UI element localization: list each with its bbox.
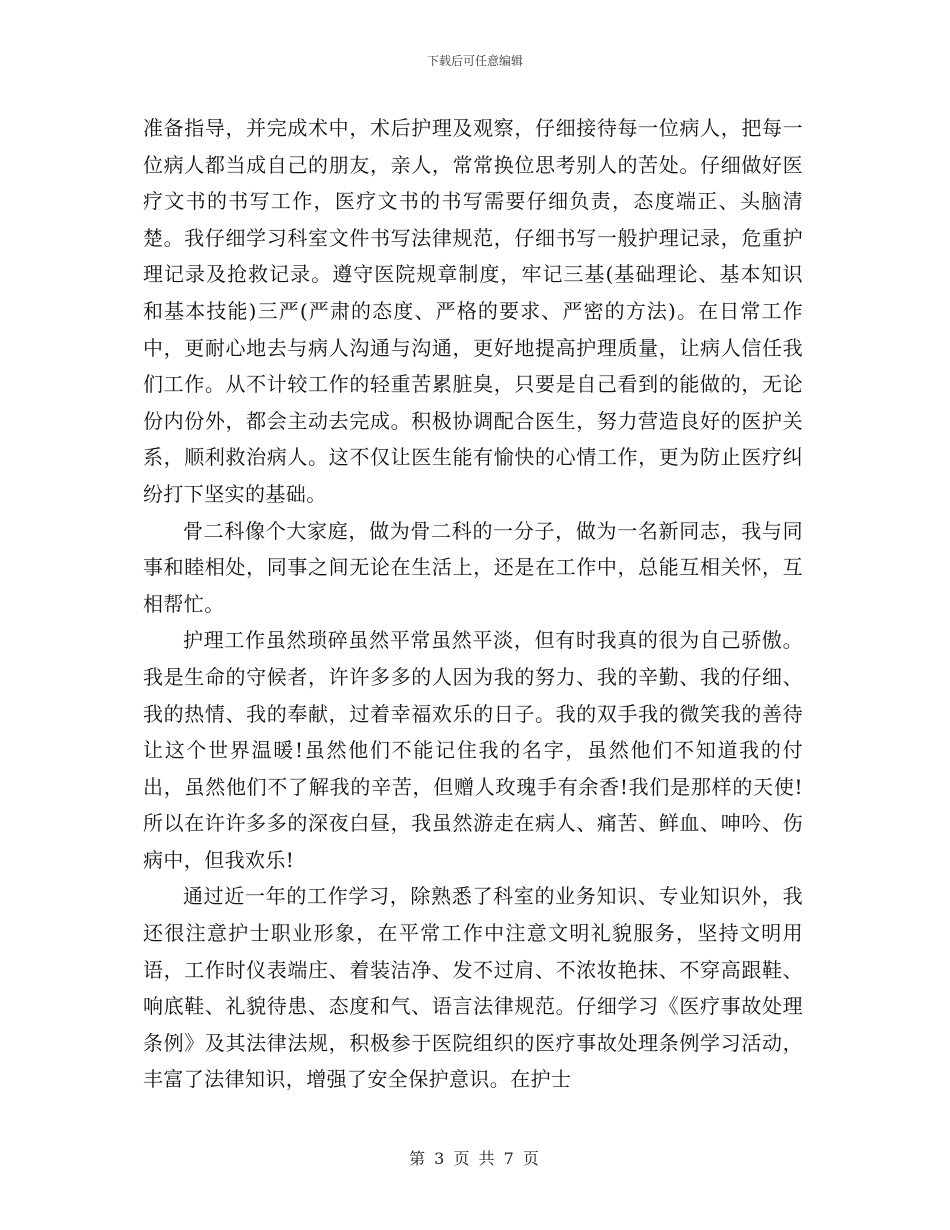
paragraph-2: 骨二科像个大家庭，做为骨二科的一分子，做为一名新同志，我与同事和睦相处，同事之间无论在生活上，还是在工作中，总能互相关怀，互相帮忙。 <box>143 518 803 616</box>
page-number: 第 3 页 共 7 页 <box>409 1149 541 1168</box>
document-body <box>143 110 803 1098</box>
page-header: 下载后可任意编辑 <box>426 54 523 68</box>
paragraph-4: 通过近一年的工作学习，除熟悉了科室的业务知识、专业知识外，我还很注意护士职业形象，在平常工作中注意文明礼貌服务，坚持文明用语，工作时仪表端庄、着装洁净、发不过肩、不浓妆艳抹、不穿高跟鞋、响底鞋、礼貌待患、态度和气、语言法律规范。仔细学习《医疗事故处理条例》及其法律法规，积极参于医院组织的医疗事故处理条例学习活动，丰富了法律知识，增强了安全保护意识。在护士 <box>143 884 803 1092</box>
paragraph-1: 准备指导，并完成术中，术后护理及观察，仔细接待每一位病人，把每一位病人都当成自己的朋友，亲人，常常换位思考别人的苦处。仔细做好医疗文书的书写工作，医疗文书的书写需要仔细负责，态度端正、头脑清楚。我仔细学习科室文件书写法律规范，仔细书写一般护理记录，危重护理记录及抢救记录。遵守医院规章制度，牢记三基(基础理论、基本知识和基本技能)三严(严肃的态度、严格的要求、严密的方法)。在日常工作中，更耐心地去与病人沟通与沟通，更好地提高护理质量，让病人信任我们工作。从不计较工作的轻重苦累脏臭，只要是自己看到的能做的，无论份内份外，都会主动去完成。积极协调配合医生，努力营造良好的医护关系，顺利救治病人。这不仅让医生能有愉快的心情工作，更为防止医疗纠纷打下坚实的基础。 <box>143 116 803 506</box>
paragraph-3: 护理工作虽然琐碎虽然平常虽然平淡，但有时我真的很为自己骄傲。我是生命的守候者，许许多多的人因为我的努力、我的辛勤、我的仔细、我的热情、我的奉献，过着幸福欢乐的日子。我的双手我的微笑我的善待让这个世界温暖!虽然他们不能记住我的名字，虽然他们不知道我的付出，虽然他们不了解我的辛苦，但赠人玫瑰手有余香!我们是那样的天使!所以在许许多多的深夜白昼，我虽然游走在病人、痛苦、鲜血、呻吟、伤病中，但我欢乐! <box>143 628 803 872</box>
